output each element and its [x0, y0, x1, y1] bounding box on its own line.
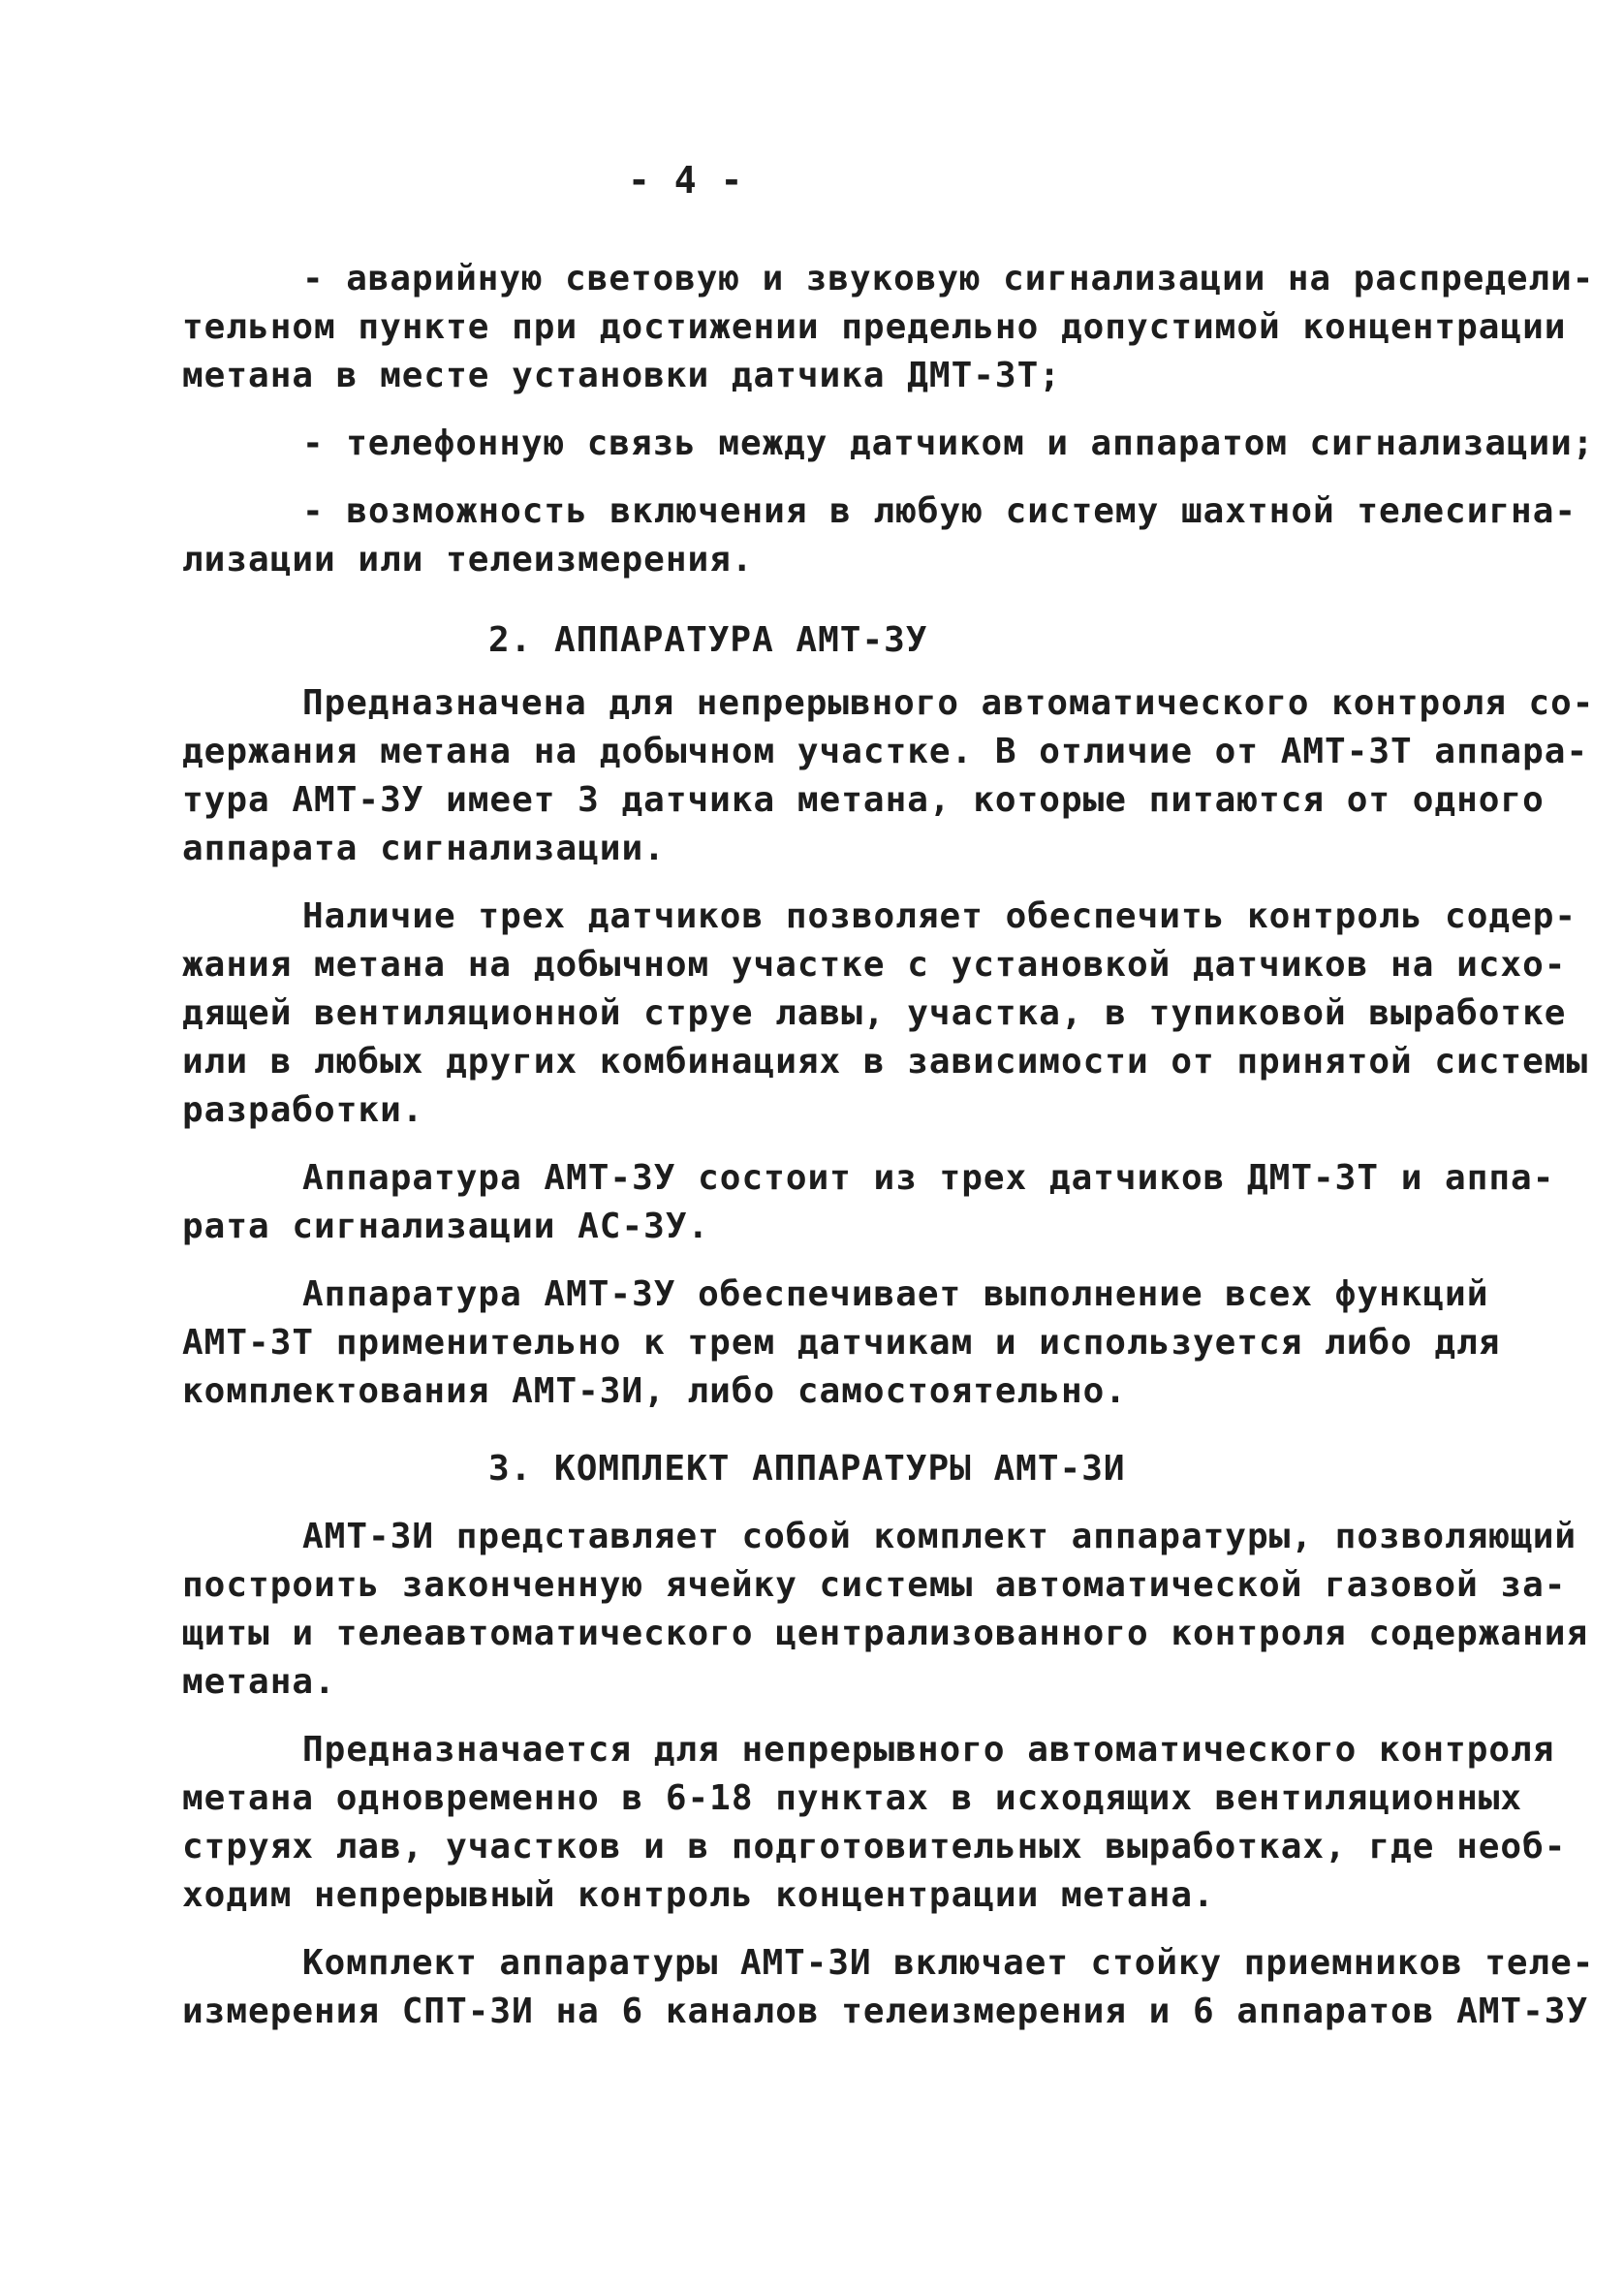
paragraph-line: держания метана на добычном участке. В отличие от АМТ-3Т аппара- [182, 732, 1589, 771]
list-item-line: метана в месте установки датчика ДМТ-3Т; [182, 356, 1061, 395]
paragraph-line: дящей вентиляционной струе лавы, участка, в тупиковой выработке [182, 993, 1567, 1033]
section-heading: 3. КОМПЛЕКТ АППАРАТУРЫ АМТ-3И [488, 1449, 1126, 1489]
paragraph-line: или в любых других комбинациях в зависимости от принятой системы [182, 1042, 1589, 1082]
paragraph-line: комплектования АМТ-3И, либо самостоятельно. [182, 1371, 1127, 1411]
paragraph-line: Наличие трех датчиков позволяет обеспечить контроль содер- [302, 896, 1577, 936]
list-item-line: лизации или телеизмерения. [182, 540, 754, 580]
paragraph-line: Аппаратура АМТ-3У состоит из трех датчиков ДМТ-3Т и аппа- [302, 1158, 1555, 1198]
paragraph-line: рата сигнализации АС-3У. [182, 1207, 710, 1246]
section-heading: 2. АППАРАТУРА АМТ-3У [488, 620, 928, 660]
paragraph-line: Аппаратура АМТ-3У обеспечивает выполнение всех функций [302, 1274, 1489, 1314]
paragraph-line: построить законченную ячейку системы автоматической газовой за- [182, 1565, 1567, 1605]
paragraph-line: щиты и телеавтоматического централизованного контроля содержания [182, 1614, 1589, 1653]
paragraph-line: АМТ-3И представляет собой комплект аппаратуры, позволяющий [302, 1517, 1577, 1556]
paragraph-line: Предназначается для непрерывного автоматического контроля [302, 1730, 1555, 1770]
list-item-line: - возможность включения в любую систему шахтной телесигна- [302, 491, 1577, 531]
paragraph-line: струях лав, участков и в подготовительных выработках, где необ- [182, 1827, 1567, 1867]
paragraph-line: АМТ-3Т применительно к трем датчикам и используется либо для [182, 1323, 1501, 1363]
list-item-line: тельном пункте при достижении предельно допустимой концентрации [182, 307, 1567, 347]
list-item-line: - телефонную связь между датчиком и аппаратом сигнализации; [302, 423, 1595, 463]
list-item-line: - аварийную световую и звуковую сигнализации на распредели- [302, 259, 1595, 298]
paragraph-line: тура АМТ-3У имеет 3 датчика метана, которые питаются от одного [182, 780, 1545, 820]
page-number: - 4 - [628, 159, 744, 202]
paragraph-line: разработки. [182, 1090, 424, 1130]
paragraph-line: метана одновременно в 6-18 пунктах в исходящих вентиляционных [182, 1778, 1523, 1818]
paragraph-line: аппарата сигнализации. [182, 829, 666, 868]
paragraph-line: Комплект аппаратуры АМТ-3И включает стойку приемников теле- [302, 1943, 1595, 1983]
paragraph-line: жания метана на добычном участке с установкой датчиков на исхо- [182, 945, 1567, 985]
paragraph-line: Предназначена для непрерывного автоматического контроля со- [302, 683, 1595, 723]
paragraph-line: метана. [182, 1662, 336, 1702]
paragraph-line: ходим непрерывный контроль концентрации метана. [182, 1875, 1215, 1915]
paragraph-line: измерения СПТ-3И на 6 каналов телеизмерения и 6 аппаратов АМТ-3У [182, 1992, 1589, 2031]
